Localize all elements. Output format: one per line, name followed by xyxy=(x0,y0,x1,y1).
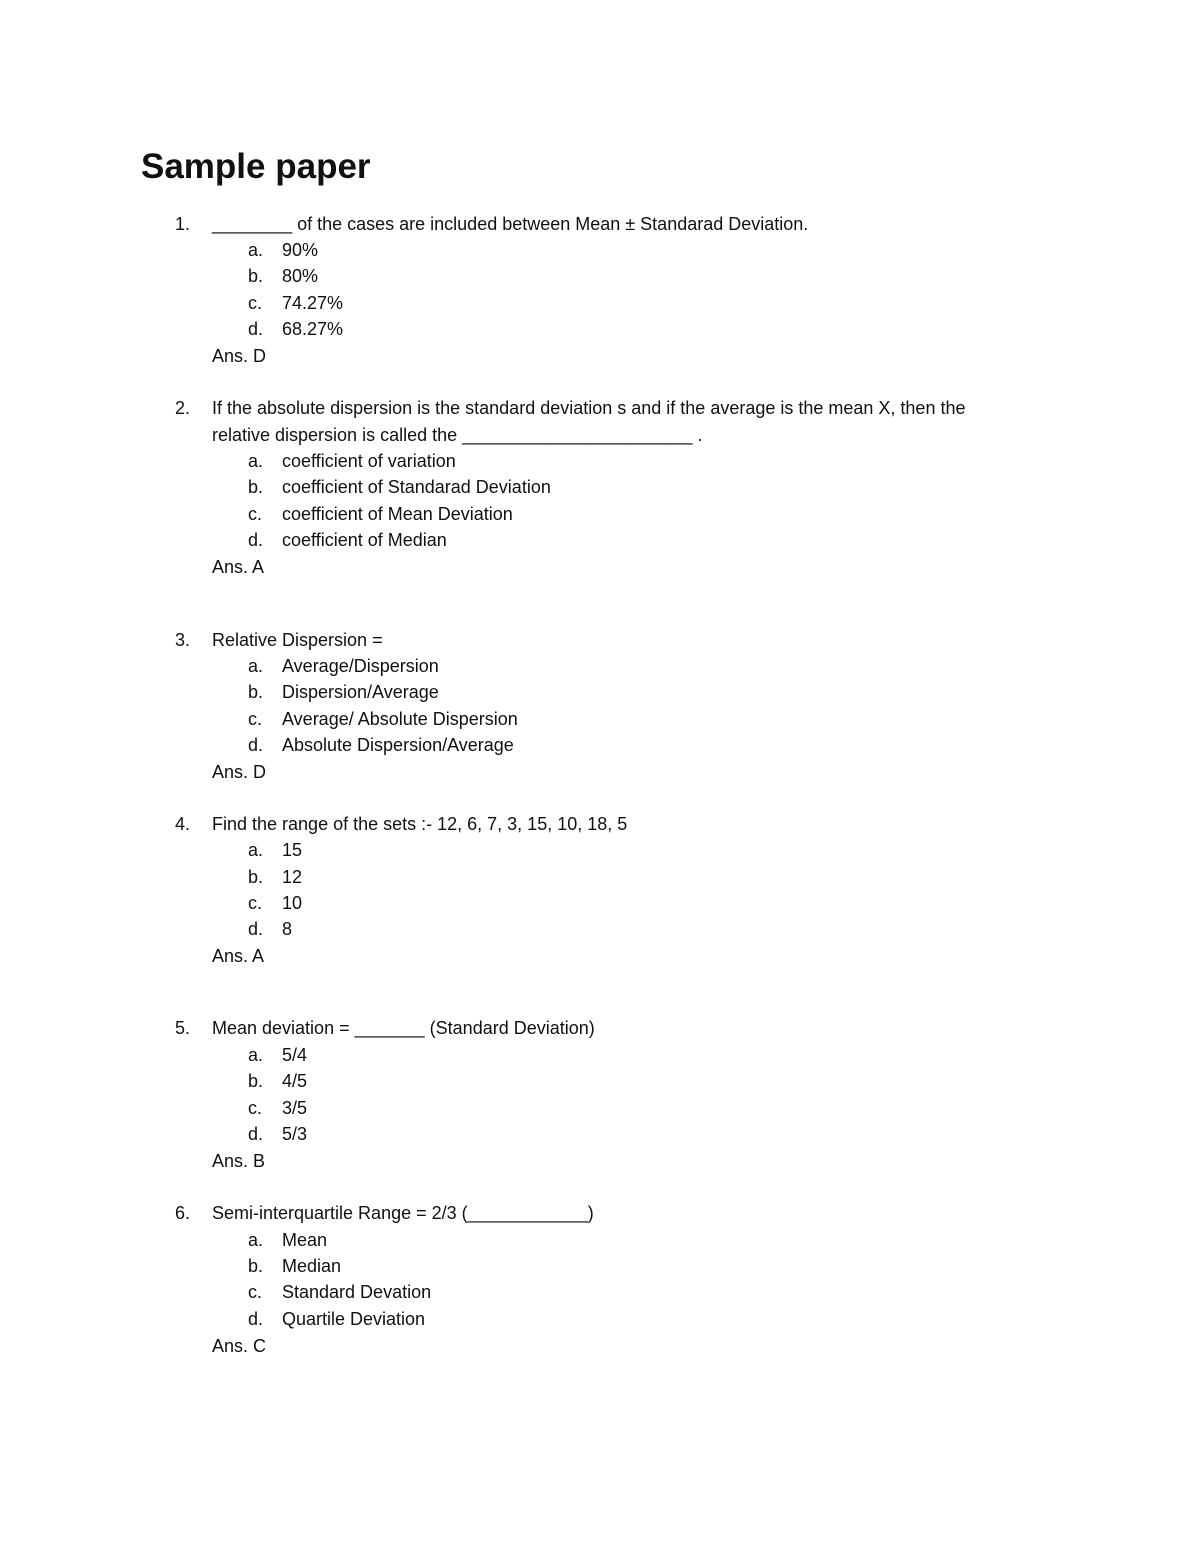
answer: Ans. A xyxy=(212,557,265,577)
option-text: coefficient of Median xyxy=(282,530,447,550)
option-text: 12 xyxy=(282,867,303,887)
option-letter: d. xyxy=(248,735,264,755)
option-text: 8 xyxy=(282,919,293,939)
option-text: 90% xyxy=(282,240,319,260)
question-text: Relative Dispersion = xyxy=(212,630,383,650)
option-letter: b. xyxy=(248,477,264,497)
option-text: Standard Devation xyxy=(282,1282,432,1302)
option-letter: b. xyxy=(248,867,264,887)
option-letter: a. xyxy=(248,1045,264,1065)
option-letter: c. xyxy=(248,293,263,313)
question-number: 4. xyxy=(175,814,191,834)
option-letter: b. xyxy=(248,1071,264,1091)
option-letter: a. xyxy=(248,240,264,260)
option-text: coefficient of variation xyxy=(282,451,456,471)
option-letter: a. xyxy=(248,656,264,676)
option-text: 3/5 xyxy=(282,1098,308,1118)
option-letter: a. xyxy=(248,1230,264,1250)
question-number: 6. xyxy=(175,1203,191,1223)
option-letter: c. xyxy=(248,504,263,524)
question-number: 5. xyxy=(175,1018,191,1038)
option-text: Mean xyxy=(282,1230,328,1250)
option-letter: c. xyxy=(248,709,263,729)
option-letter: c. xyxy=(248,1098,263,1118)
option-text: 74.27% xyxy=(282,293,344,313)
question-text: Find the range of the sets :- 12, 6, 7, 3, 15, 10, 18, 5 xyxy=(212,814,628,834)
question-number: 1. xyxy=(175,214,191,234)
option-text: Average/Dispersion xyxy=(282,656,439,676)
question-number: 3. xyxy=(175,630,191,650)
option-text: 80% xyxy=(282,266,319,286)
option-text: 4/5 xyxy=(282,1071,308,1091)
option-letter: a. xyxy=(248,451,264,471)
option-text: coefficient of Standarad Deviation xyxy=(282,477,551,497)
answer: Ans. D xyxy=(212,762,267,782)
option-letter: b. xyxy=(248,266,264,286)
option-letter: b. xyxy=(248,1256,264,1276)
option-letter: d. xyxy=(248,919,264,939)
answer: Ans. A xyxy=(212,946,265,966)
option-text: 5/3 xyxy=(282,1124,308,1144)
question-text: Semi-interquartile Range = 2/3 (____________) xyxy=(212,1203,594,1223)
question-text: relative dispersion is called the _______________________ . xyxy=(212,425,703,445)
answer: Ans. B xyxy=(212,1151,266,1171)
option-text: 68.27% xyxy=(282,319,344,339)
question-text: ________ of the cases are included between Mean ± Standarad Deviation. xyxy=(212,214,809,234)
option-text: 10 xyxy=(282,893,303,913)
option-text: 5/4 xyxy=(282,1045,308,1065)
question-number: 2. xyxy=(175,398,191,418)
option-text: Absolute Dispersion/Average xyxy=(282,735,514,755)
option-text: Quartile Deviation xyxy=(282,1309,426,1329)
answer: Ans. D xyxy=(212,346,267,366)
option-letter: c. xyxy=(248,1282,263,1302)
question-text: Mean deviation = _______ (Standard Deviation) xyxy=(212,1018,595,1038)
option-letter: d. xyxy=(248,319,264,339)
option-text: Median xyxy=(282,1256,342,1276)
option-text: Average/ Absolute Dispersion xyxy=(282,709,518,729)
option-letter: a. xyxy=(248,840,264,860)
option-letter: d. xyxy=(248,530,264,550)
page-title: Sample paper xyxy=(141,147,371,186)
option-text: Dispersion/Average xyxy=(282,682,439,702)
question-text: If the absolute dispersion is the standard deviation s and if the average is the mean X, then the xyxy=(212,398,966,418)
option-letter: d. xyxy=(248,1124,264,1144)
option-text: coefficient of Mean Deviation xyxy=(282,504,513,524)
option-letter: b. xyxy=(248,682,264,702)
option-text: 15 xyxy=(282,840,303,860)
option-letter: d. xyxy=(248,1309,264,1329)
answer: Ans. C xyxy=(212,1336,267,1356)
option-letter: c. xyxy=(248,893,263,913)
